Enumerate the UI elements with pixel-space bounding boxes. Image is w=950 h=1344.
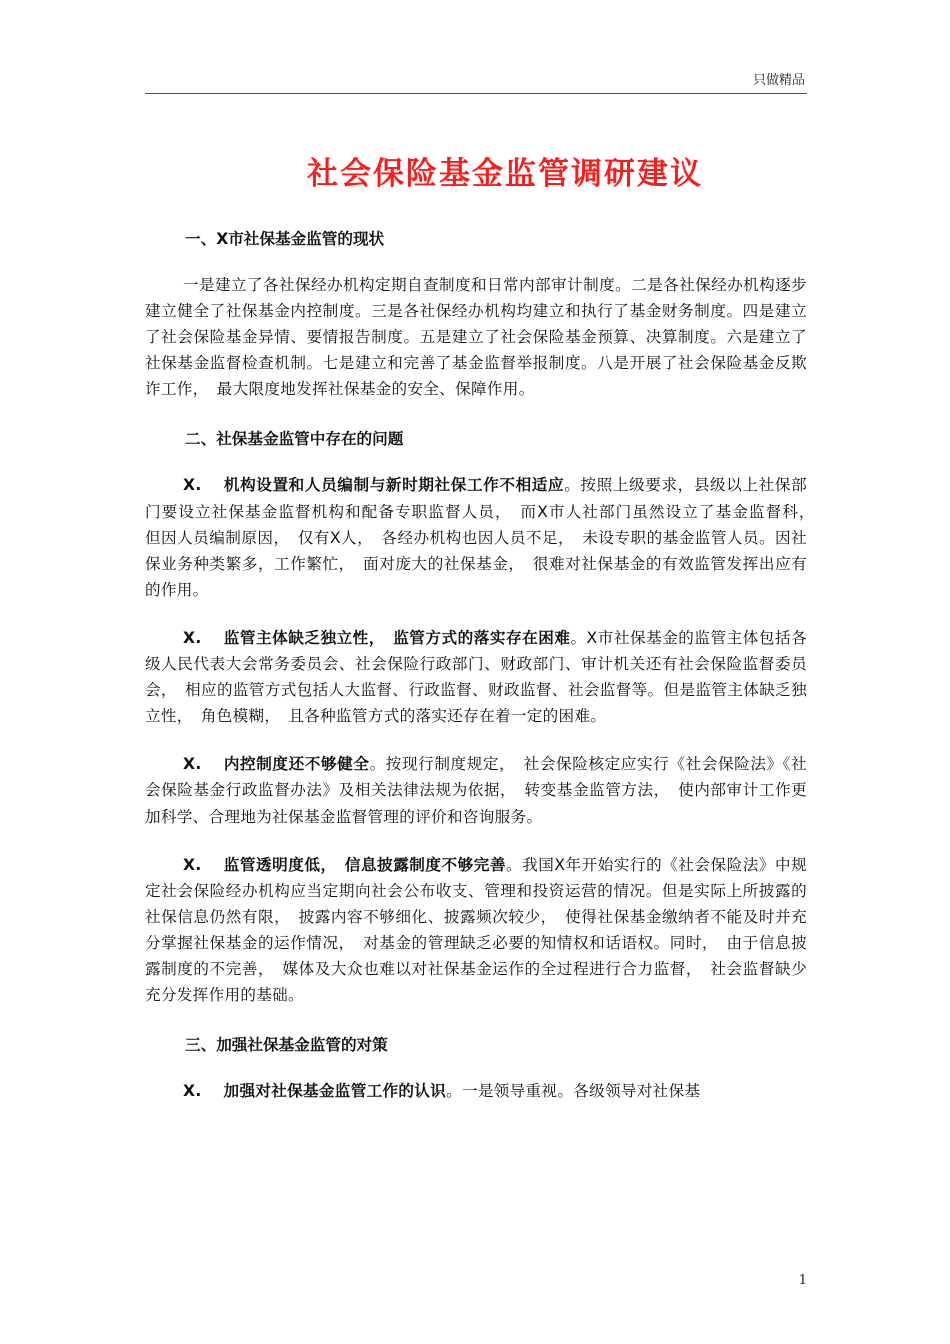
paragraph-text: 。我国X年开始实行的《社会保险法》中规定社会保险经办机构应当定期向社会公布收支、管理和投资运营的情况。但是实际上所披露的社保信息仍然有限， 披露内容不够细化、披露频次较少， 使得社保基金缴纳者不能及时并充分掌握社保基金的运作情况， 对基金的管理缺乏必要的知情权和话语权。同时， 由于信息披露制度的不完善， 媒体及大众也难以对社保基金运作的全过程进行合力监督， 社会监督缺少充分发挥作用的基础。 — [145, 855, 807, 1005]
item-number: X. — [183, 1082, 202, 1101]
paragraph-text: 。一是领导重视。各级领导对社保基 — [446, 1082, 701, 1101]
paragraph — [145, 852, 807, 1009]
paragraph — [145, 1078, 807, 1104]
item-number: X. — [183, 755, 202, 774]
item-number: X. — [183, 476, 202, 495]
paragraph — [145, 751, 807, 829]
section-heading-3: 三、加强社保基金监管的对策 — [185, 1036, 388, 1055]
paragraph-text: 。按照上级要求，县级以上社保部门要设立社保基金监督机构和配备专职监督人员， 而X市人社部门虽然设立了基金监督科， 但因人员编制原因， 仅有X人， 各经办机构也因人员不足， 未设专职的基金监管人员。因社保业务种类繁多，工作繁忙， 面对庞大的社保基金， 很难对社保基金的有效监管发挥出应有的作用。 — [145, 476, 823, 599]
paragraph — [145, 272, 807, 402]
section-heading-2: 二、社保基金监管中存在的问题 — [185, 430, 404, 449]
paragraph-text: 。按现行制度规定， 社会保险核定应实行《社会保险法》《社会保险基金行政监督办法》及相关法律法规为依据， 转变基金监管方法， 使内部审计工作更加科学、合理地为社保基金监督管理的评价和咨询服务。 — [145, 755, 807, 826]
document-title: 社会保险基金监管调研建议 — [307, 156, 703, 192]
section-heading-1: 一、X市社保基金监管的现状 — [185, 230, 385, 248]
paragraph-text: 一是建立了各社保经办机构定期自查制度和日常内部审计制度。二是各社保经办机构逐步建立健全了社保基金内控制度。三是各社保经办机构均建立和执行了基金财务制度。四是建立了社会保险基金异情、要情报告制度。五是建立了社会保险基金预算、决算制度。六是建立了社保基金监督检查机制。七是建立和完善了基金监督举报制度。八是开展了社会保险基金反欺诈工作， 最大限度地发挥社保基金的安全、保障作用。 — [145, 276, 807, 399]
item-lead: 监管主体缺乏独立性， 监管方式的落实存在困难 — [223, 628, 571, 647]
paragraph — [145, 472, 823, 602]
paragraph-text: 。X市社保基金的监管主体包括各级人民代表大会常务委员会、社会保险行政部门、财政部门、审计机关还有社会保险监督委员会， 相应的监管方式包括人大监督、行政监督、财政监督、社会监督等。但是监管主体缺乏独立性， 角色模糊， 且各种监管方式的落实还存在着一定的困难。 — [145, 628, 807, 726]
header-note: 只做精品 — [752, 73, 805, 88]
item-lead: 内控制度还不够健全 — [223, 755, 370, 774]
item-number: X. — [183, 855, 202, 874]
header-divider — [145, 93, 807, 94]
page-number: 1 — [798, 1273, 807, 1288]
item-number: X. — [183, 628, 202, 647]
paragraph — [145, 625, 807, 729]
item-lead: 加强对社保基金监管工作的认识 — [223, 1082, 447, 1101]
item-lead: 机构设置和人员编制与新时期社保工作不相适应 — [223, 476, 565, 495]
item-lead: 监管透明度低， 信息披露制度不够完善 — [223, 855, 506, 874]
document-body — [145, 226, 823, 1104]
